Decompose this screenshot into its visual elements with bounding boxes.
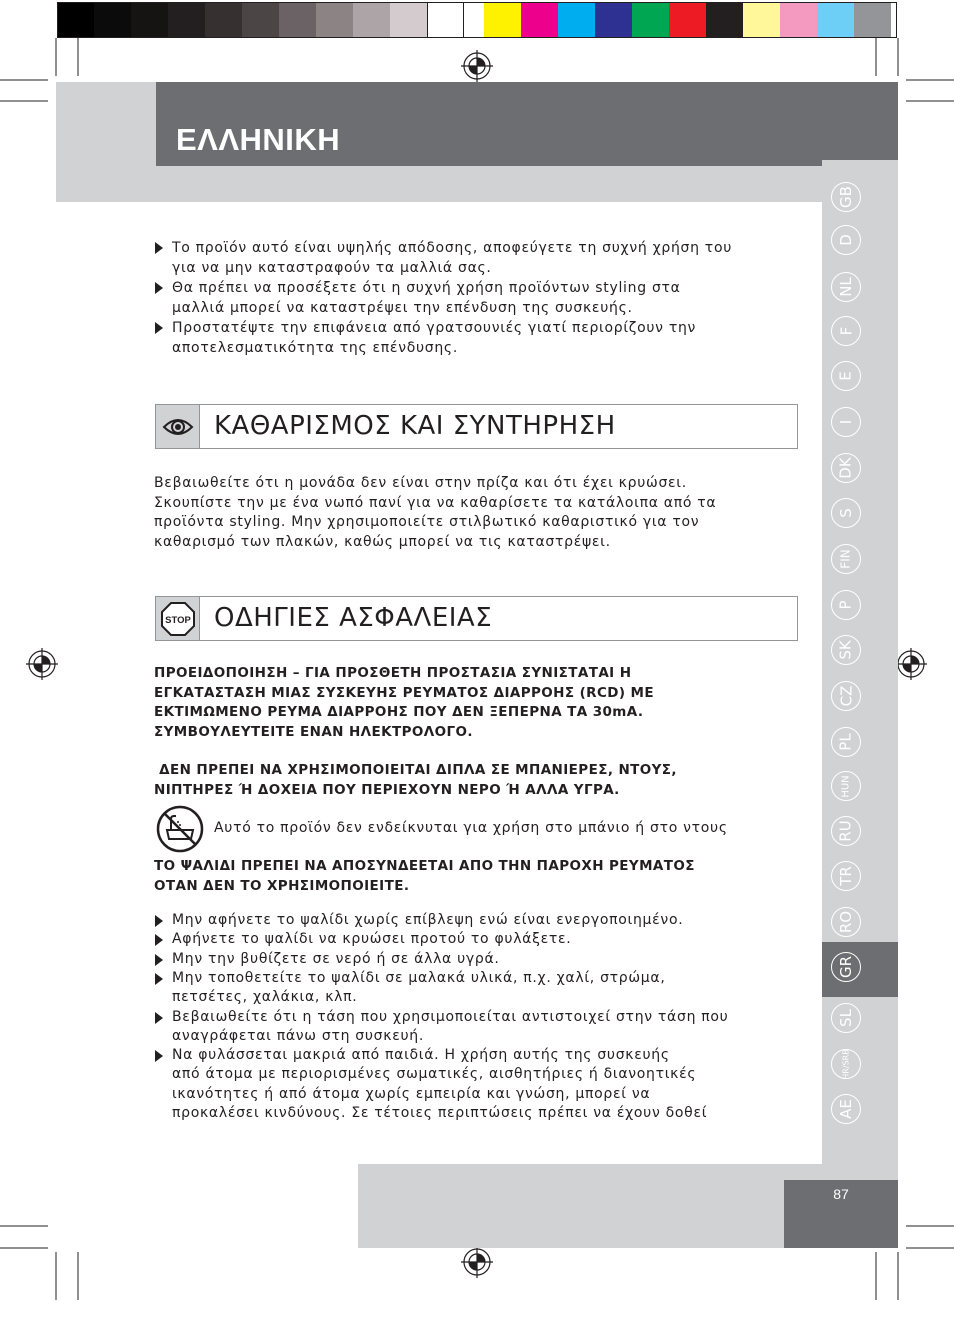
list-item-line: Προστατέψτε την επιφάνεια από γρατσουνιές γιατί περιορίζουν την <box>172 320 697 336</box>
language-label: D <box>837 234 855 246</box>
page-number: 87 <box>833 1186 849 1202</box>
bullet-arrow-icon <box>155 322 163 334</box>
language-tab[interactable] <box>831 453 861 483</box>
warning-text <box>154 664 794 742</box>
language-label: RU <box>837 820 855 842</box>
list-item <box>172 1046 782 1123</box>
language-label: TR <box>837 866 855 886</box>
warning-line: ΔΕΝ ΠΡΕΠΕΙ ΝΑ ΧΡΗΣΙΜΟΠΟΙΕΙΤΑΙ ΔΙΠΛΑ ΣΕ ΜΠΑΝΙΕΡΕΣ, ΝΤΟΥΣ, <box>154 762 677 778</box>
list-item-line: αναγράφεται πάνω στη συσκευή. <box>172 1027 424 1044</box>
language-tab[interactable] <box>831 182 861 212</box>
list-item-line: ικανότητες ή από άτομα χωρίς εμπειρία και γνώση, μπορεί να <box>172 1085 651 1102</box>
list-item-line: Βεβαιωθείτε ότι η τάση που χρησιμοποιείται αντιστοιχεί στην τάση που <box>172 1008 729 1025</box>
header-margin-panel <box>56 82 156 202</box>
language-label: PL <box>837 733 855 751</box>
no-bath-icon <box>156 805 204 857</box>
language-label: AE <box>837 1099 855 1119</box>
stop-sign-icon <box>155 596 200 641</box>
list-item-line: για να μην καταστραφούν τα μαλλιά σας. <box>172 260 492 276</box>
language-tab[interactable] <box>831 861 861 891</box>
paragraph-line: Σκουπίστε την με ένα νωπό πανί για να καθαρίσετε τα κατάλοιπα από τα <box>154 494 717 511</box>
language-label: FIN <box>838 549 853 569</box>
list-item <box>172 318 782 358</box>
language-label: SL <box>836 1009 855 1027</box>
language-label: GR <box>836 955 855 979</box>
language-label: GB <box>836 186 855 208</box>
language-label: E <box>836 371 855 381</box>
paragraph-line: Βεβαιωθείτε ότι η μονάδα δεν είναι στην πρίζα και ότι έχει κρυώσει. <box>154 475 687 491</box>
list-item-line: προκαλέσει κινδύνους. Σε τέτοιες περιπτώσεις πρέπει να έχουν δοθεί <box>172 1104 708 1121</box>
language-tab[interactable] <box>831 225 861 255</box>
language-tab[interactable] <box>831 907 861 937</box>
language-label: CZ <box>837 685 855 707</box>
eye-icon <box>155 404 200 449</box>
bath-note: Αυτό το προϊόν δεν ενδείκνυται για χρήση στο μπάνιο ή στο ντους <box>214 820 728 836</box>
language-tab[interactable] <box>831 1049 861 1079</box>
list-item-line: μαλλιά μπορεί να καταστρέψει την επένδυση της συσκευής. <box>172 300 633 316</box>
list-item <box>172 969 782 1008</box>
list-item-line: αποτελεσματικότητα της επένδυσης. <box>172 340 459 356</box>
language-label: RO <box>836 910 855 934</box>
language-tab[interactable] <box>831 771 861 801</box>
language-label: HR/SRB <box>841 1048 851 1080</box>
language-tab[interactable] <box>831 316 861 346</box>
bullet-arrow-icon <box>155 973 163 985</box>
language-label: SK <box>836 640 855 660</box>
bullet-arrow-icon <box>155 954 163 966</box>
language-tab[interactable] <box>831 407 861 437</box>
list-item <box>172 238 782 278</box>
language-tab[interactable] <box>831 681 861 711</box>
list-item <box>172 911 782 930</box>
language-label: DK <box>836 457 855 479</box>
bullet-arrow-icon <box>155 282 163 294</box>
language-tab[interactable] <box>831 361 861 391</box>
paragraph-line: καθαρισμό των πλακών, καθώς μπορεί να τις καταστρέψει. <box>154 533 611 550</box>
list-item-line: Αφήνετε το ψαλίδι να κρυώσει προτού το φυλάξετε. <box>172 931 572 948</box>
language-label: HUN <box>840 774 852 798</box>
language-label: F <box>836 326 855 336</box>
list-item <box>172 950 782 969</box>
language-tab[interactable] <box>831 727 861 757</box>
language-tab[interactable] <box>831 498 861 528</box>
paragraph <box>154 474 794 552</box>
list-item-line: Το προϊόν αυτό είναι υψηλής απόδοσης, αποφεύγετε τη συχνή χρήση του <box>172 240 733 256</box>
language-label: S <box>837 508 855 518</box>
bullet-arrow-icon <box>155 242 163 254</box>
list-item-line: Μην αφήνετε το ψαλίδι χωρίς επίβλεψη ενώ είναι ενεργοποιημένο. <box>172 912 684 928</box>
warning-line: ΠΡΟΕΙΔΟΠΟΙΗΣΗ – ΓΙΑ ΠΡΟΣΘΕΤΗ ΠΡΟΣΤΑΣΙΑ ΣΥΝΙΣΤΑΤΑΙ Η <box>154 665 632 681</box>
paragraph-line: προϊόντα styling. Μην χρησιμοποιείτε στιλβωτικό καθαριστικό για τον <box>154 514 700 530</box>
stop-sign-label: STOP <box>164 614 191 626</box>
list-item <box>172 278 782 318</box>
warning-line: ΕΚΤΙΜΩΜΕΝΟ ΡΕΥΜΑ ΔΙΑΡΡΟΗΣ ΠΟΥ ΔΕΝ ΞΕΠΕΡΝΑ ΤΑ 30mA. <box>154 704 644 720</box>
warning-line: ΝΙΠΤΗΡΕΣ Ή ΔΟΧΕΙΑ ΠΟΥ ΠΕΡΙΕΧΟΥΝ ΝΕΡΟ Ή ΑΛΛΑ ΥΓΡΑ. <box>154 781 620 798</box>
bullet-arrow-icon <box>155 934 163 946</box>
language-tab[interactable] <box>831 635 861 665</box>
warning-line: ΣΥΜΒΟΥΛΕΥΤΕΙΤΕ ΕΝΑΝ ΗΛΕΚΤΡΟΛΟΓΟ. <box>154 723 473 740</box>
bullet-arrow-icon <box>155 1012 163 1024</box>
list-item-line: πετσέτες, χαλάκια, κλπ. <box>172 989 358 1006</box>
warning-line: ΟΤΑΝ ΔΕΝ ΤΟ ΧΡΗΣΙΜΟΠΟΙΕΙΤΕ. <box>154 877 410 894</box>
list-item-line: Να φυλάσσεται μακριά από παιδιά. Η χρήση αυτής της συσκευής <box>172 1047 670 1064</box>
language-tab[interactable] <box>831 544 861 574</box>
language-tab[interactable] <box>831 1003 861 1033</box>
warning-text <box>154 761 794 800</box>
bullet-arrow-icon <box>155 1050 163 1062</box>
page-title: ΕΛΛΗΝΙΚΗ <box>176 122 341 157</box>
language-tab[interactable] <box>831 272 861 302</box>
list-item-line: από άτομα με περιορισμένες σωματικές, αισθητήριες ή διανοητικές <box>172 1066 697 1083</box>
cleaning-section-title: ΚΑΘΑΡΙΣΜΟΣ ΚΑΙ ΣΥΝΤΗΡΗΣΗ <box>214 411 616 441</box>
warning-line: ΕΓΚΑΤΑΣΤΑΣΗ ΜΙΑΣ ΣΥΣΚΕΥΗΣ ΡΕΥΜΑΤΟΣ ΔΙΑΡΡΟΗΣ (RCD) ΜΕ <box>154 684 655 701</box>
language-label: I <box>837 419 855 425</box>
language-tab[interactable] <box>831 1094 861 1124</box>
language-tab[interactable] <box>831 590 861 620</box>
safety-section-title: ΟΔΗΓΙΕΣ ΑΣΦΑΛΕΙΑΣ <box>214 603 493 633</box>
list-item-line: Μην τοποθετείτε το ψαλίδι σε μαλακά υλικά, π.χ. χαλί, στρώμα, <box>172 969 666 986</box>
language-label: NL <box>836 277 855 297</box>
language-label: P <box>836 600 855 610</box>
list-item-line: Μην την βυθίζετε σε νερό ή σε άλλα υγρά. <box>172 950 500 967</box>
bullet-arrow-icon <box>155 915 163 927</box>
list-item <box>172 1008 782 1047</box>
list-item <box>172 930 782 949</box>
warning-line: ΤΟ ΨΑΛΙΔΙ ΠΡΕΠΕΙ ΝΑ ΑΠΟΣΥΝΔΕΕΤΑΙ ΑΠΟ ΤΗΝ ΠΑΡΟΧΗ ΡΕΥΜΑΤΟΣ <box>154 858 695 874</box>
list-item-line: Θα πρέπει να προσέξετε ότι η συχνή χρήση προϊόντων styling στα <box>172 280 681 296</box>
warning-text <box>154 857 794 896</box>
language-tab[interactable] <box>831 952 861 982</box>
